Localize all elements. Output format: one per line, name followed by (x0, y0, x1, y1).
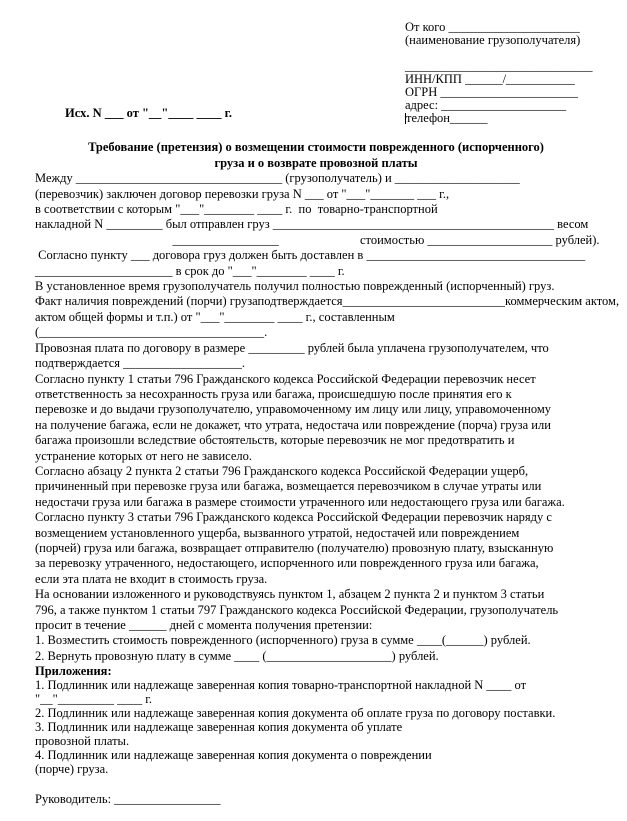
body-line: ответственность за несохранность груза или багажа, происшедшую после принятия его к (35, 386, 512, 401)
body-line: (____________________________________. (35, 325, 268, 340)
body-line: багажа произошли вследствие обстоятельств, которые перевозчик не мог предотвратить и (35, 433, 515, 448)
outgoing-number-line: Исх. N ___ от "__"____ ____ г. (65, 106, 233, 120)
body-line: ______________________ в срок до "___"________ ____ г. (35, 263, 345, 278)
body-line: актом общей формы и т.п.) от "___"________ ____ г., составленным (35, 309, 395, 324)
body-line: Факт наличия повреждений (порчи) грузаподтверждается__________________________коммерческим актом, (35, 294, 620, 309)
body-line: В установленное время грузополучатель получил полностью поврежденный (испорченный) груз. (35, 279, 555, 294)
inn-kpp-line: ИНН/КПП ______/___________ (405, 72, 575, 86)
body-line: недостачи груза или багажа в размере стоимости утраченного или недостающего груза или багажа. (35, 494, 565, 509)
demand-item-2: 2. Вернуть провозную плату в сумме ____ (____________________) рублей. (35, 648, 439, 663)
body-line: накладной N _________ был отправлен груз _____________________________________________ весом (35, 217, 589, 232)
attachments-section (35, 664, 597, 776)
body-line: возмещением установленного ущерба, вызванного утратой, недостачей или повреждением (35, 525, 520, 540)
demand-item-1: 1. Возместить стоимость поврежденного (испорченного) груза в сумме ____(______) рублей. (35, 633, 531, 648)
document-title-line-2: груза и о возврате провозной платы (214, 155, 418, 170)
body-line: Согласно абзацу 2 пункта 2 статьи 796 Гражданского кодекса Российской Федерации ущерб, (35, 463, 529, 478)
from-line: От кого _____________________ (405, 20, 580, 34)
body-line: причиненный при перевозке груза или багажа, возмещается перевозчиком в случае утраты или (35, 479, 542, 494)
body-line: Провозная плата по договору в размере _________ рублей была уплачена грузополучателем, что (35, 340, 549, 355)
document-body (35, 106, 620, 808)
body-line: устранение которых от него не зависело. (35, 448, 252, 463)
attachment-line: 1. Подлинник или надлежаще заверенная копия товарно-транспортной накладной N ____ от (35, 678, 527, 693)
attachment-line: 3. Подлинник или надлежаще заверенная копия документа об уплате (35, 720, 403, 735)
attachment-line: 4. Подлинник или надлежаще заверенная копия документа о повреждении (35, 748, 432, 763)
body-line: в соответствии с которым "___"________ ____ г. по товарно-транспортной (35, 202, 438, 217)
attachment-line: провозной платы. (35, 734, 130, 749)
from-caption: (наименование грузополучателя) (405, 33, 581, 47)
signature-line: Руководитель: _________________ (35, 792, 221, 807)
attachment-line: (порче) груза. (35, 762, 109, 777)
body-line: если эта плата не входит в стоимость груза. (35, 571, 268, 586)
body-line: (перевозчик) заключен договор перевозки груза N ___ от "___"_______ ___ г., (35, 186, 450, 201)
document-title-line-1: Требование (претензия) о возмещении стоимости поврежденного (испорченного) (88, 140, 544, 155)
phone-label: телефон______ (406, 111, 488, 125)
body-line: подтверждается ___________________. (35, 356, 246, 371)
body-line: 796, а также пунктом 1 статьи 797 Гражданского кодекса Российской Федерации, грузополучатель (35, 602, 559, 617)
body-line: за перевозку утраченного, недостающего, испорченного или поврежденного груза или багажа, (35, 556, 539, 571)
ogrn-line: ОГРН ______________________ (405, 85, 578, 99)
body-line: Согласно пункту 3 статьи 796 Гражданского кодекса Российской Федерации перевозчик наряду с (35, 510, 552, 525)
body-line: перевозке и до выдачи грузополучателю, управомоченному им лицу или лицу, управомоченному (35, 402, 552, 417)
attachment-line: 2. Подлинник или надлежаще заверенная копия документа об оплате груза по договору поставки. (35, 706, 556, 721)
body-line: (порчей) груза или багажа, возвращает отправителю (получателю) провозную плату, взысканную (35, 540, 554, 555)
claim-text (35, 171, 620, 664)
body-line: _________________ стоимостью ____________________ рублей). (35, 232, 600, 247)
body-line: Между _________________________________ (грузополучатель) и ____________________ (35, 171, 520, 186)
attachment-line: "__"_________ ____ г. (35, 692, 153, 707)
attachments-heading: Приложения: (35, 664, 112, 679)
document-title (35, 140, 597, 171)
address-line: адрес: ____________________ (405, 98, 567, 112)
body-line: На основании изложенного и руководствуясь пунктом 1, абзацем 2 пункта 2 и пунктом 3 статьи (35, 587, 545, 602)
body-line: на получение багажа, если не докажет, что утрата, недостача или повреждение (порча) груза или (35, 417, 551, 432)
body-line: Согласно пункту 1 статьи 796 Гражданского кодекса Российской Федерации перевозчик несет (35, 371, 536, 386)
body-line: просит в течение ______ дней с момента получения претензии: (35, 618, 373, 632)
body-line: Согласно пункту ___ договора груз должен быть доставлен в ___________________________________ (35, 248, 586, 263)
org-name-blank-line: ______________________________ (405, 59, 593, 73)
